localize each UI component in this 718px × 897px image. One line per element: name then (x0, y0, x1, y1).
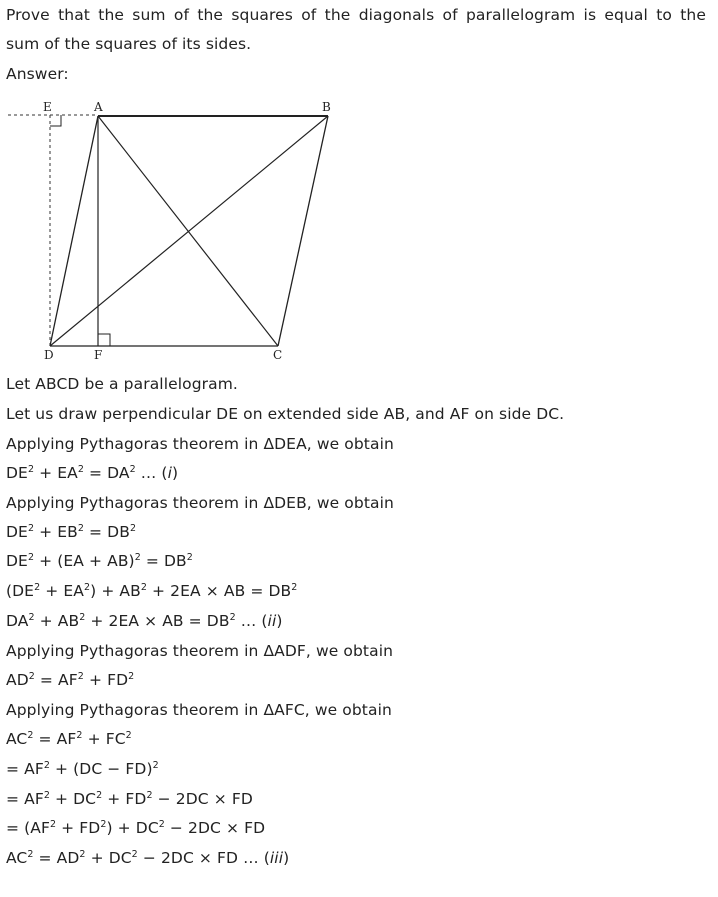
equation-term: AC (6, 849, 28, 867)
equation-term: = (AF (6, 819, 50, 837)
step-text: Applying Pythagoras theorem in ΔDEB, we obtain (6, 494, 394, 512)
exponent: 2 (291, 582, 298, 593)
label-b: B (322, 100, 331, 114)
exponent: 2 (131, 849, 138, 860)
equation-term: ) + DC (106, 819, 159, 837)
exponent: 2 (34, 582, 41, 593)
equation-tag: ii (267, 612, 277, 630)
equation-term: + 2EA × AB = DB (147, 582, 292, 600)
equation-term: DA (6, 612, 29, 630)
equation-term: − 2DC × FD … ( (137, 849, 270, 867)
equation-term: + (DC − FD) (50, 760, 153, 778)
equation-term: − 2DC × FD (152, 790, 253, 808)
label-a: A (94, 100, 103, 114)
label-f: F (94, 348, 103, 362)
equation-term: + FC (82, 730, 126, 748)
exponent: 2 (28, 671, 35, 682)
question-line-2: sum of the squares of its sides. (6, 35, 252, 53)
step-text: Let us draw perpendicular DE on extended side AB, and AF on side DC. (6, 405, 565, 423)
equation-term: … ( (235, 612, 268, 630)
step-equation (6, 611, 283, 631)
exponent: 2 (186, 552, 193, 563)
step-equation (6, 581, 297, 601)
exponent: 2 (100, 819, 107, 830)
step-text: Applying Pythagoras theorem in ΔDEA, we obtain (6, 435, 394, 453)
step-equation (6, 551, 193, 571)
step-equation (6, 818, 265, 838)
equation-term: + DC (50, 790, 97, 808)
exponent: 2 (79, 612, 86, 623)
exponent: 2 (77, 464, 84, 475)
equation-term: DE (6, 523, 28, 541)
exponent: 2 (43, 760, 50, 771)
exponent: 2 (49, 819, 57, 830)
equation-term: + AB (34, 612, 80, 630)
exponent: 2 (28, 612, 35, 623)
right-angle-e (50, 115, 61, 126)
question-line-1: Prove that the sum of the squares of the diagonals of parallelogram is equal to the (6, 6, 706, 24)
exponent: 2 (152, 760, 159, 771)
step-equation (6, 759, 159, 779)
exponent: 2 (76, 730, 83, 741)
equation-term: − 2DC × FD (164, 819, 266, 837)
exponent: 2 (125, 730, 132, 741)
exponent: 2 (140, 582, 148, 593)
exponent: 2 (128, 671, 135, 682)
exponent: 2 (79, 849, 86, 860)
exponent: 2 (229, 612, 236, 623)
step-equation (6, 729, 132, 749)
exponent: 2 (134, 552, 141, 563)
answer-label: Answer: (6, 65, 69, 83)
step-text: Applying Pythagoras theorem in ΔAFC, we obtain (6, 701, 392, 719)
exponent: 2 (96, 790, 103, 801)
exponent: 2 (83, 582, 91, 593)
label-c: C (273, 348, 283, 362)
equation-tag-close: ) (172, 464, 179, 482)
equation-term: + (EA + AB) (34, 552, 135, 570)
equation-term: = AF (34, 671, 78, 689)
diagonal-db (50, 116, 328, 346)
label-e: E (43, 100, 52, 114)
equation-term: + FD (56, 819, 101, 837)
step-equation (6, 463, 178, 483)
equation-term: = AF (6, 760, 44, 778)
equation-term: = DB (84, 523, 130, 541)
exponent: 2 (146, 790, 153, 801)
exponent: 2 (77, 671, 84, 682)
step-equation (6, 789, 253, 809)
equation-term: = DA (84, 464, 130, 482)
exponent: 2 (27, 849, 34, 860)
equation-term: + FD (83, 671, 129, 689)
exponent: 2 (77, 523, 85, 534)
parallelogram-figure (0, 94, 360, 369)
equation-term: AC (6, 730, 28, 748)
step-equation (6, 670, 134, 690)
exponent: 2 (27, 464, 35, 475)
equation-term: = AD (33, 849, 80, 867)
exponent: 2 (129, 464, 136, 475)
equation-term: + EA (40, 582, 84, 600)
equation-term: + EA (34, 464, 78, 482)
equation-term: (DE (6, 582, 35, 600)
exponent: 2 (27, 523, 35, 534)
equation-term: = AF (33, 730, 77, 748)
equation-term: + DC (85, 849, 132, 867)
equation-term: + 2EA × AB = DB (85, 612, 230, 630)
step-text: Applying Pythagoras theorem in ΔADF, we obtain (6, 642, 394, 660)
exponent: 2 (158, 819, 165, 830)
diagonal-ac (98, 116, 278, 346)
equation-term: AD (6, 671, 29, 689)
equation-tag: i (167, 464, 172, 482)
equation-term: + EB (34, 523, 78, 541)
equation-term: ) + AB (90, 582, 141, 600)
equation-tag-close: ) (276, 612, 283, 630)
equation-term: DE (6, 464, 28, 482)
equation-term: + FD (102, 790, 147, 808)
step-equation (6, 848, 289, 868)
exponent: 2 (43, 790, 50, 801)
equation-term: = AF (6, 790, 44, 808)
equation-term: = DB (140, 552, 187, 570)
equation-tag-close: ) (283, 849, 290, 867)
exponent: 2 (27, 552, 35, 563)
step-equation (6, 522, 136, 542)
right-angle-f (98, 334, 110, 346)
equation-tag: iii (269, 849, 284, 867)
equation-term: DE (6, 552, 28, 570)
label-d: D (44, 348, 54, 362)
step-text: Let ABCD be a parallelogram. (6, 375, 238, 393)
exponent: 2 (27, 730, 34, 741)
exponent: 2 (129, 523, 137, 534)
equation-term: … ( (135, 464, 168, 482)
